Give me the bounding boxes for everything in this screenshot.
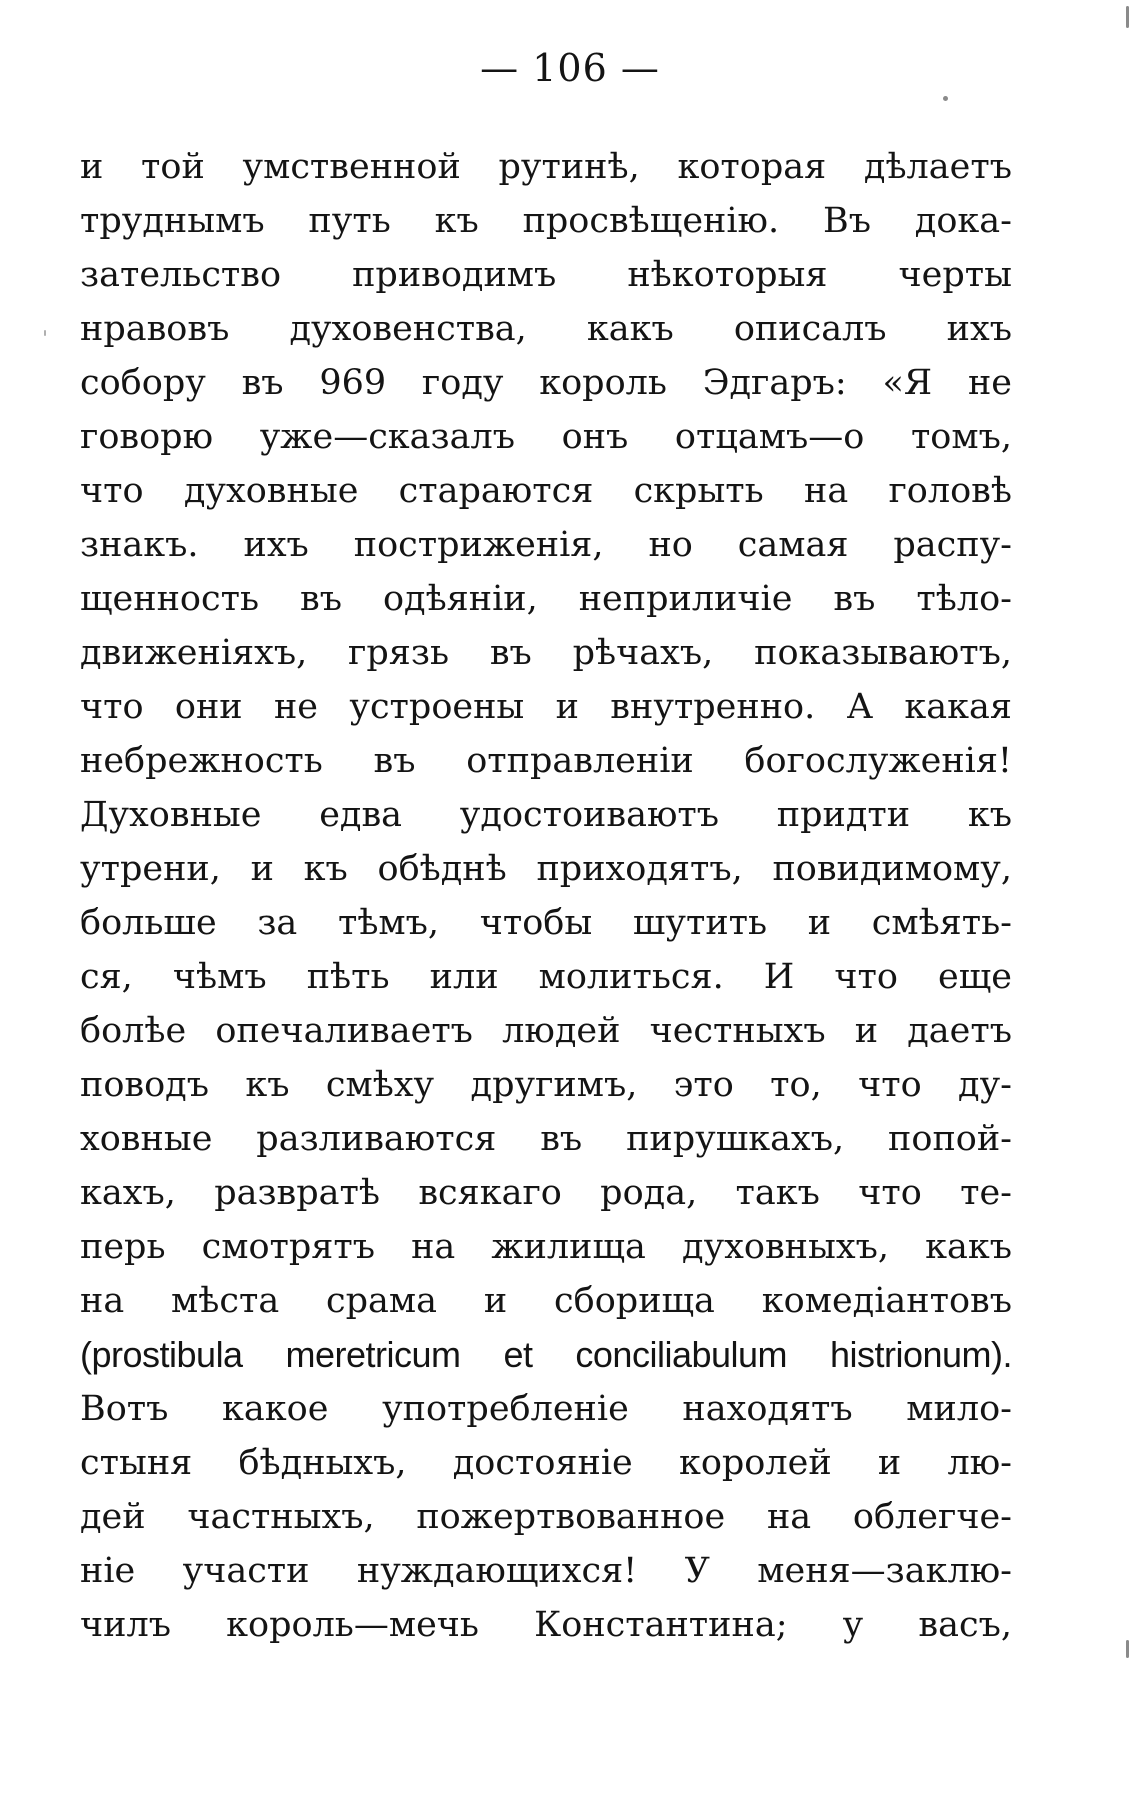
text-line: перь смотрятъ на жилища духовныхъ, какъ <box>80 1227 1012 1267</box>
text-line: кахъ, развратѣ всякаго рода, такъ что те- <box>80 1173 1012 1213</box>
ink-speck <box>1126 6 1129 28</box>
text-line: зательство приводимъ нѣкоторыя черты <box>80 255 1012 295</box>
text-line: ховные разливаются въ пирушкахъ, попой- <box>80 1119 1012 1159</box>
text-line: говорю уже—сказалъ онъ отцамъ—о томъ, <box>80 417 1012 457</box>
ink-speck <box>1126 1640 1129 1658</box>
text-line: небрежность въ отправленіи богослуженія! <box>80 741 1012 781</box>
text-line: ся, чѣмъ пѣть или молиться. И что еще <box>80 957 1012 997</box>
body-text <box>80 140 1012 1652</box>
text-line: Духовные едва удостоиваютъ придти къ <box>80 795 1012 835</box>
text-line: щенность въ одѣяніи, неприличіе въ тѣло- <box>80 579 1012 619</box>
text-line: больше за тѣмъ, чтобы шутить и смѣять- <box>80 903 1012 943</box>
text-line: ніе участи нуждающихся! У меня—заклю- <box>80 1551 1012 1591</box>
text-line: знакъ. ихъ постриженія, но самая распу- <box>80 525 1012 565</box>
page-number: — 106 — <box>480 46 660 90</box>
text-line: чилъ король—мечь Константина; у васъ, <box>80 1605 1012 1645</box>
text-line: на мѣста срама и сборища комедіантовъ <box>80 1281 1012 1321</box>
text-line: нравовъ духовенства, какъ описалъ ихъ <box>80 309 1012 349</box>
text-line: стыня бѣдныхъ, достояніе королей и лю- <box>80 1443 1012 1483</box>
text-line: дей частныхъ, пожертвованное на облегче- <box>80 1497 1012 1537</box>
text-line: что они не устроены и внутренно. А какая <box>80 687 1012 727</box>
text-line: труднымъ путь къ просвѣщенію. Въ дока- <box>80 201 1012 241</box>
text-line: Вотъ какое употребленіе находятъ мило- <box>80 1389 1012 1429</box>
text-line: болѣе опечаливаетъ людей честныхъ и даетъ <box>80 1011 1012 1051</box>
ink-speck <box>44 330 46 336</box>
text-line: утрени, и къ обѣднѣ приходятъ, повидимому, <box>80 849 1012 889</box>
text-line: собору въ 969 году король Эдгаръ: «Я не <box>80 363 1012 403</box>
ink-speck <box>943 96 948 101</box>
text-line: что духовные стараются скрыть на головѣ <box>80 471 1012 511</box>
latin-quote-line: (prostibula meretricum et conciliabulum histrionum). <box>80 1334 1012 1375</box>
text-line: и той умственной рутинѣ, которая дѣлаетъ <box>80 147 1012 187</box>
text-line: поводъ къ смѣху другимъ, это то, что ду- <box>80 1065 1012 1105</box>
text-line: движеніяхъ, грязь въ рѣчахъ, показываютъ, <box>80 633 1012 673</box>
